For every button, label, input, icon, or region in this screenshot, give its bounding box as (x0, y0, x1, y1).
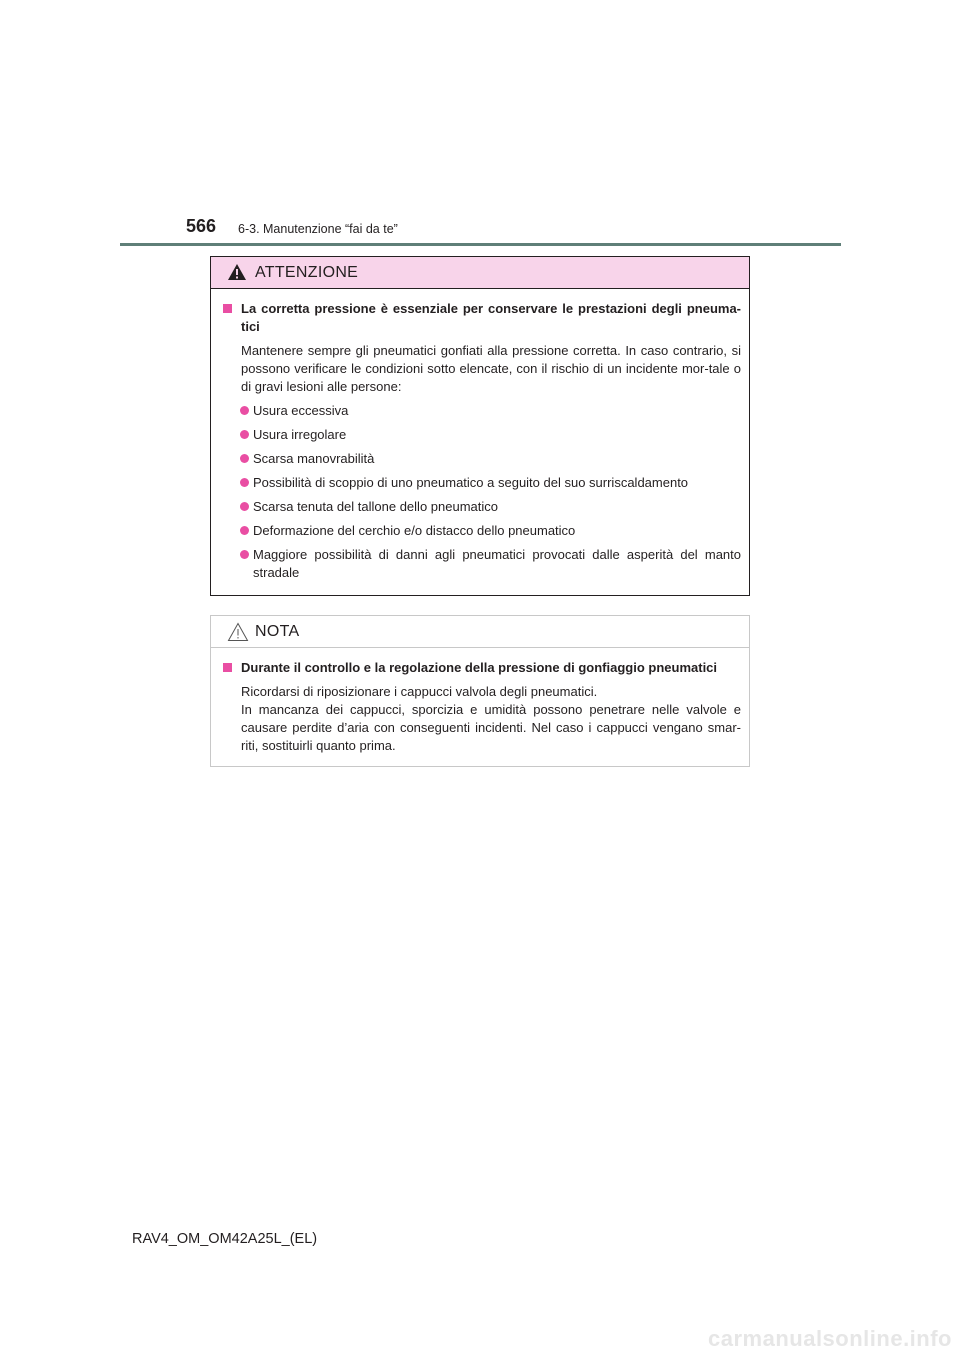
square-bullet-icon (223, 663, 232, 672)
list-item-text: Possibilità di scoppio di uno pneumatico a seguito del suo surriscaldamento (253, 475, 689, 490)
notice-box (210, 615, 750, 767)
warning-heading-text: La corretta pressione è essenziale per conservare le prestazioni degli pneuma-tici (241, 301, 741, 334)
dot-bullet-icon (240, 526, 249, 535)
notice-heading-text: Durante il controllo e la regolazione della pressione di gonfiaggio pneumatici (241, 660, 718, 675)
notice-paragraph: Ricordarsi di riposizionare i cappucci valvola degli pneumatici. In mancanza dei cappucci, sporcizia e umidità possono penetrare nelle valvole e causare perdite d’aria con conseguenti incidenti. Nel caso i cappucci vengano smar-riti, sostituirli quanto prima. (241, 684, 741, 753)
warning-list (219, 402, 741, 582)
warning-title: ATTENZIONE (255, 264, 359, 281)
dot-bullet-icon (240, 550, 249, 559)
square-bullet-icon (223, 304, 232, 313)
notice-header (211, 616, 749, 648)
list-item (219, 546, 741, 582)
list-item-text: Maggiore possibilità di danni agli pneumatici provocati dalle asperità del manto stradale (253, 547, 741, 580)
warning-header (211, 257, 749, 289)
warning-triangle-icon (227, 263, 247, 281)
warning-heading (219, 300, 741, 336)
dot-bullet-icon (240, 478, 249, 487)
list-item-text: Usura irregolare (253, 427, 347, 442)
dot-bullet-icon (240, 502, 249, 511)
list-item (219, 426, 741, 444)
caution-outline-icon (227, 622, 249, 642)
list-item-text: Usura eccessiva (253, 403, 349, 418)
watermark: carmanualsonline.info (708, 1326, 952, 1351)
dot-bullet-icon (240, 454, 249, 463)
notice-heading (219, 659, 741, 677)
list-item (219, 522, 741, 540)
list-item-text: Deformazione del cerchio e/o distacco dello pneumatico (253, 523, 576, 538)
dot-bullet-icon (240, 430, 249, 439)
dot-bullet-icon (240, 406, 249, 415)
list-item (219, 402, 741, 420)
list-item (219, 498, 741, 516)
list-item-text: Scarsa manovrabilità (253, 451, 375, 466)
list-item (219, 474, 741, 492)
notice-title: NOTA (255, 623, 300, 640)
page-number: 566 (186, 216, 217, 236)
list-item-text: Scarsa tenuta del tallone dello pneumatico (253, 499, 498, 514)
header-rule (120, 243, 841, 246)
warning-paragraph: Mantenere sempre gli pneumatici gonfiati alla pressione corretta. In caso contrario, si possono verificare le condizioni sotto elencate, con il rischio di un incidente mor-tale o di gravi lesioni alle persone: (241, 343, 741, 394)
section-title: 6-3. Manutenzione “fai da te” (238, 222, 398, 236)
footer-code: RAV4_OM_OM42A25L_(EL) (132, 1231, 318, 1247)
warning-body (211, 289, 749, 582)
warning-box (210, 256, 750, 596)
notice-body (211, 648, 749, 755)
list-item (219, 450, 741, 468)
